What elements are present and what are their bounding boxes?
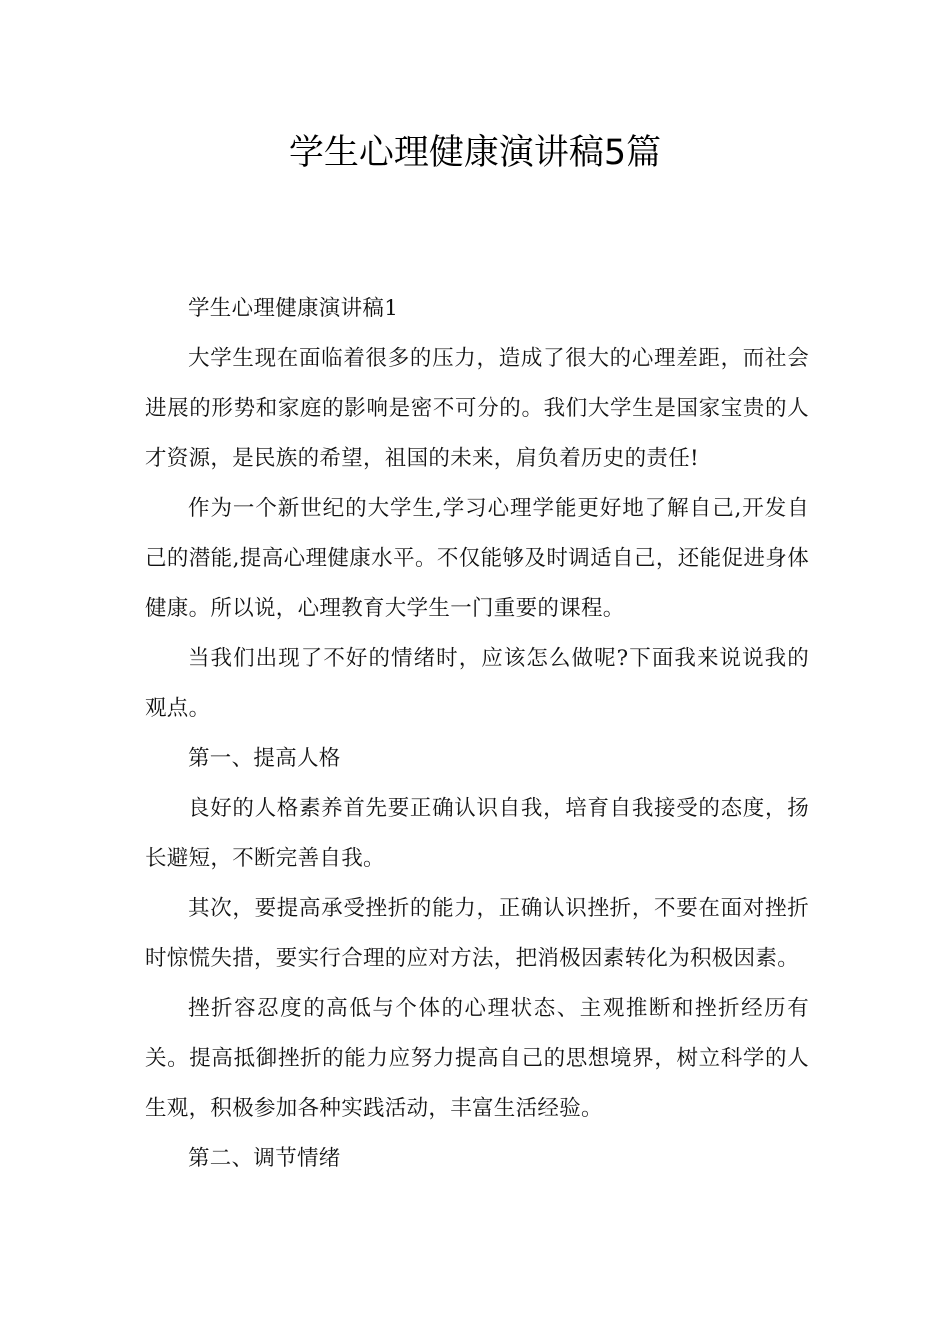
section-heading: 第一、提高人格 <box>188 746 341 771</box>
paragraph: 当我们出现了不好的情绪时，应该怎么做呢?下面我来说说我的观点。 <box>145 646 809 721</box>
document-body <box>145 284 809 1184</box>
paragraph: 其次，要提高承受挫折的能力，正确认识挫折，不要在面对挫折时惊慌失措，要实行合理的应对方法，把消极因素转化为积极因素。 <box>145 896 809 971</box>
document-title: 学生心理健康演讲稿5篇 <box>288 133 662 173</box>
paragraph: 大学生现在面临着很多的压力，造成了很大的心理差距，而社会进展的形势和家庭的影响是密不可分的。我们大学生是国家宝贵的人才资源，是民族的希望，祖国的未来，肩负着历史的责任! <box>145 346 809 471</box>
section-heading: 第二、调节情绪 <box>188 1146 341 1171</box>
paragraph: 挫折容忍度的高低与个体的心理状态、主观推断和挫折经历有关。提高抵御挫折的能力应努力提高自己的思想境界，树立科学的人生观，积极参加各种实践活动，丰富生活经验。 <box>145 996 809 1121</box>
paragraph: 良好的人格素养首先要正确认识自我，培育自我接受的态度，扬长避短，不断完善自我。 <box>145 796 809 871</box>
section-heading: 学生心理健康演讲稿1 <box>188 296 399 321</box>
paragraph: 作为一个新世纪的大学生,学习心理学能更好地了解自己,开发自己的潜能,提高心理健康水平。不仅能够及时调适自己，还能促进身体健康。所以说，心理教育大学生一门重要的课程。 <box>145 496 809 621</box>
